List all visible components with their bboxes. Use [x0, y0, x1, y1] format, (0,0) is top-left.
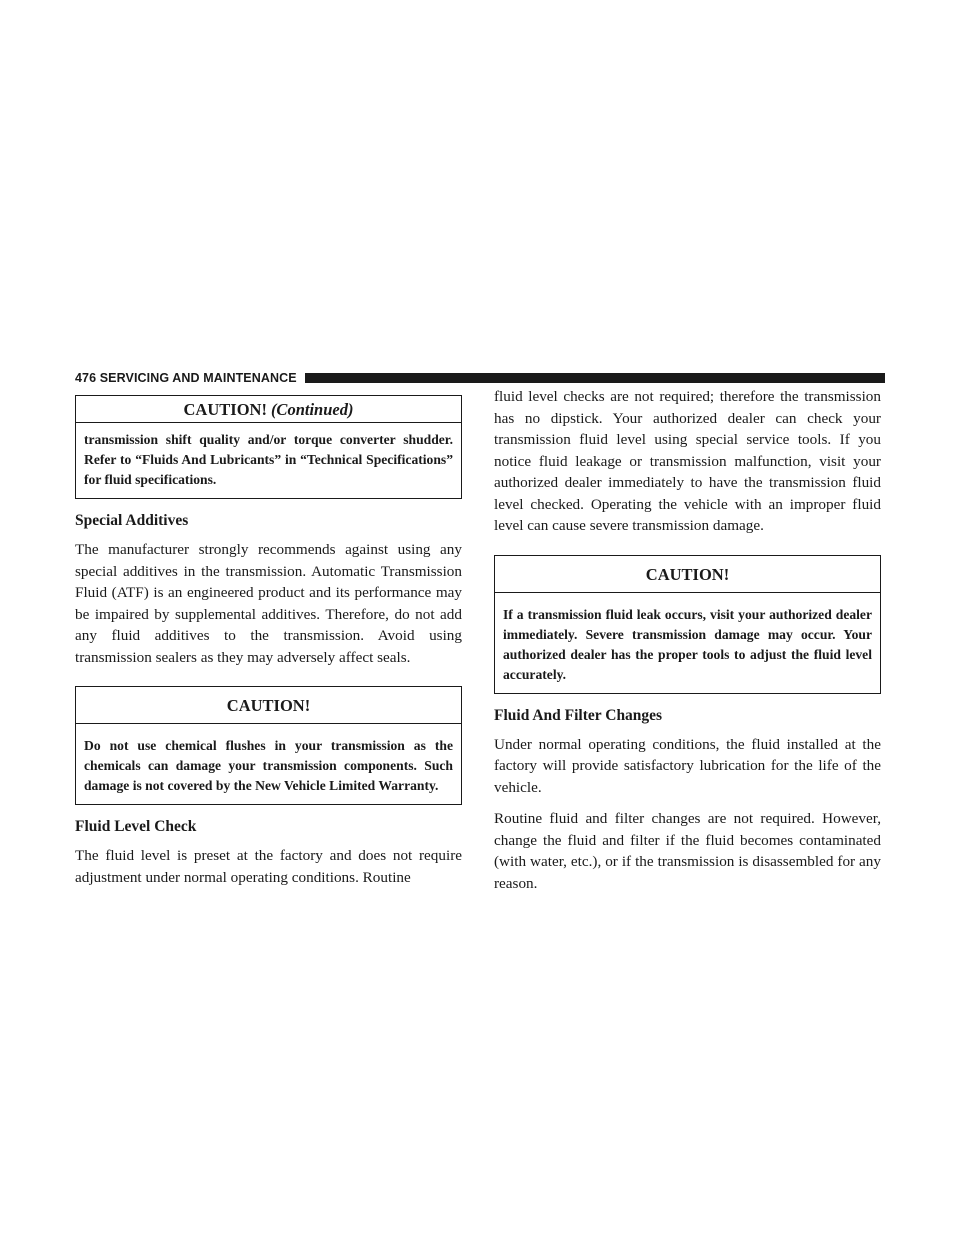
paragraph-fluid-filter-2: Routine fluid and filter changes are not required. However, change the fluid and filter if the fluid becomes contaminated (with water, etc.), or if the transmission is disassembled for any reason.: [494, 810, 881, 892]
heading-special-additives: Special Additives: [75, 512, 189, 529]
right-column: [494, 386, 881, 904]
caution-text: If a transmission fluid leak occurs, visit your authorized dealer immediately. Severe transmission damage may occur. Your authorized dealer has the proper tools to adjust the fluid level accurately.: [503, 606, 872, 682]
page-number-section-title: 476 SERVICING AND MAINTENANCE: [75, 371, 297, 385]
caution-box-continued: [75, 395, 462, 499]
paragraph-fluid-level-continued: fluid level checks are not required; therefore the transmission has no dipstick. Your authorized dealer can check your transmission fluid level using special service tools. If you notice fluid leakage or transmission malfunction, visit your authorized dealer immediately to have the transmission fluid level checked. Operating the vehicle with an improper fluid level can cause severe transmission damage.: [494, 388, 881, 534]
caution-label: CAUTION!: [183, 400, 267, 419]
continued-label: (Continued): [270, 400, 354, 419]
caution-title: CAUTION!: [76, 687, 461, 724]
caution-text: Do not use chemical flushes in your transmission as the chemicals can damage your transmission components. Such damage is not covered by the New Vehicle Limited Warranty.: [84, 738, 453, 793]
page-header: [75, 371, 885, 385]
paragraph-fluid-level-check: The fluid level is preset at the factory and does not require adjustment under normal operating conditions. Routine: [75, 847, 462, 886]
caution-box-leak: [494, 555, 881, 694]
caution-text: transmission shift quality and/or torque converter shudder. Refer to “Fluids And Lubricants” in “Technical Specifications” for fluid specifications.: [84, 432, 453, 487]
caution-box-flush: [75, 686, 462, 805]
heading-fluid-filter-changes: Fluid And Filter Changes: [494, 706, 663, 724]
paragraph-special-additives: The manufacturer strongly recommends against using any special additives in the transmission. Automatic Transmission Fluid (ATF) is an engineered product and its performance may be impaired by supplemental additives. Therefore, do not add any fluid additives to the transmission. Avoid using transmission sealers as they may adversely affect seals.: [75, 541, 462, 666]
caution-title: [76, 396, 461, 423]
paragraph-fluid-filter-1: Under normal operating conditions, the fluid installed at the factory will provide satisfactory lubrication for the life of the vehicle.: [494, 735, 881, 796]
heading-fluid-level-check: Fluid Level Check: [75, 818, 197, 835]
caution-title: CAUTION!: [495, 556, 880, 593]
header-rule: [305, 373, 885, 383]
left-column: [75, 395, 462, 898]
